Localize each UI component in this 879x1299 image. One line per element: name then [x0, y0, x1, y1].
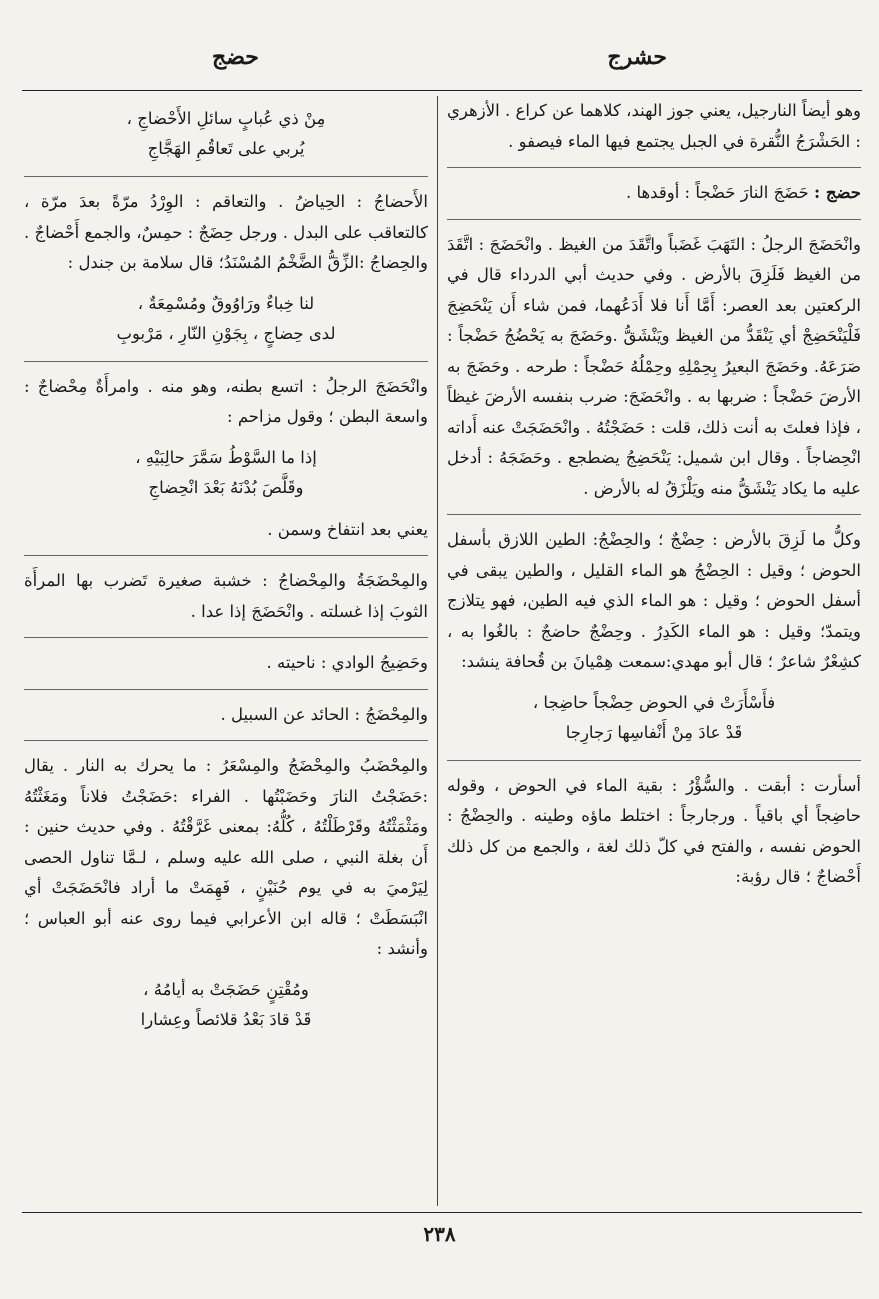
verse-block	[24, 289, 428, 349]
right-column	[447, 96, 861, 1206]
entry-paragraph: أسأرت : أبقت . والسُّؤْرُ : بقية الماء في الحوض ، وقوله حاضِجاً أي باقياً . ورجارجاً : اختلط ماؤه وطينه . والحِضْجُ : الحوض نفسه ، والفتح في كلّ ذلك لغة ، والجمع من كل ذلك أَحْضاجٌ ؛ قال رؤبة:	[447, 775, 861, 886]
running-head-right: حشرج	[607, 44, 667, 70]
entry-separator	[24, 637, 428, 638]
verse-line: إذا ما السَّوْطُ سَمَّرَ حالِبَيْهِ ،	[135, 447, 317, 467]
entry-separator	[24, 361, 428, 362]
entry-separator	[24, 176, 428, 177]
verse-line: ومُقْتِنٍ حَضَجَتْ به أيامُهُ ،	[143, 979, 309, 999]
entry-separator	[447, 514, 861, 515]
entry-paragraph: والمِحْضَبُ والمِحْضَجُ والمِسْعَرُ : ما يحرك به النار . يقال :حَضَجْتُ النارَ وحَضَبْتُها . الفراء :حَضَجْتُ فلاناً ومَغَثْتُهُ ومَثْمَثْتُهُ وقَرْطَلْتُهُ ، كُلُّهُ: بمعنى غَرَّقْتُهُ . وفي حديث حنين : أَن بغلة النبي ، صلى الله عليه وسلم ، لـمَّا تناول الحصى لِيَرْميَ به في يوم حُنَيْنٍ ، فَهِمَتْ ما أراد فانْحَضَجَتْ أي انْبَسَطَتْ ؛ قاله ابن الأعرابي فيما روى عنه أبو العباس ؛ وأنشد :	[24, 756, 428, 958]
entry-paragraph: وانْحَضَجَ الرجلُ : التَهَبَ غَضَباً واتَّقَدَ من الغيظ . وانْحَضَجَ : اتَّقَدَ من الغيظ فَلَزِقَ بالأرض . وفي حديث أبي الدرداء قال في الركعتين بعد العصر: أَمَّا أَنا فلا أَدَعُهما، فمن شاء أَن يَنْحَضِجَ فَلْيَنْحَضِجْ أي يَنْقَدُّ من الغيظ ويَنْشَقُّ .وحَضَجَ به يَحْضُجُ حَضْجاً : صَرَعَهُ. وحَضَجَ البعيرُ بِحِمْلِهِ وحِمْلُهُ حَضْجاً : طرحه . وحَضَجَ به الأرضَ حَضْجاً : ضربها به . وانْحَضَجَ: ضرب بنفسه الأرضَ غيظاً ، فإذا فعلتَ به أنت ذلك، قلت : حَضَجْتُهُ . وانْحَضَجَتْ عنه أَداته انْحِضاجاً . وقال ابن شميل: يَنْحَضِجُ يضطجع . وحَضَجَهُ : أدخل عليه ما يكاد يَنْشَقُّ منه ويَلْزَقُ له بالأرض .	[447, 234, 861, 498]
verse-block	[24, 104, 428, 164]
entry-paragraph: يعني بعد انتفاخ وسمن .	[267, 519, 428, 539]
entry-separator	[24, 555, 428, 556]
verse-line: قَدْ عادَ مِنْ أَنْفاسِها رَجارِجا	[565, 722, 743, 742]
verse-line: لدى حِضاجٍ ، بِجَوْنِ النّارِ ، مَرْبوبِ	[116, 323, 336, 343]
entry-paragraph: والمِحْضَجُ : الحائد عن السبيل .	[220, 704, 428, 724]
entry-paragraph: وانْحَضَجَ الرجلُ : اتسع بطنه، وهو منه . وامرأَةٌ مِحْضاجٌ : واسعة البطن ؛ وقول مزاحم :	[24, 376, 428, 426]
verse-line: مِنْ ذي عُبابٍ سائلِ الأَحْضاجِ ،	[126, 109, 326, 128]
entry-text: حَضَجَ النارَ حَضْجاً : أوقدها .	[625, 183, 809, 202]
verse-block	[24, 975, 428, 1035]
entry-separator	[447, 760, 861, 761]
page-number: ٢٣٨	[423, 1222, 456, 1246]
entry-paragraph: الأَحضاجُ : الحِياضُ . والتعاقم : الوِرْدُ مرّةً بعدَ مرّة ، كالتعاقب على البدل . ورجل حِضَجٌ : حمِسٌ، والجمع أَحْضاجٌ . والحِضاجُ :الزِّقُّ الضَّخْمُ المُسْنَدُ؛ قال سلامة بن جندل :	[24, 192, 428, 272]
entry-paragraph: وكلُّ ما لَزِقَ بالأرض : حِضْجٌ ؛ والحِضْجُ: الطين اللازق بأسفل الحوض ؛ وقيل : الحِضْجُ هو الماء القليل ، والطين يبقى في أسفل الحوض ؛ وقيل : هو الماء الذي فيه الطين، فهو يتلازج ويتمدّ؛ وقيل : هو الماء الكَدِرُ . وحِضْجٌ حاضجٌ : بالغُوا به ، كشِعْرٌ شاعرٌ ؛ قال أبو مهدي:سمعت هِمْيانَ بن قُحافة ينشد:	[447, 530, 861, 671]
verse-block	[447, 688, 861, 748]
bottom-rule	[22, 1212, 862, 1213]
entry-separator	[447, 219, 861, 220]
left-column	[24, 96, 428, 1206]
entry-separator	[24, 689, 428, 690]
entry-headword: حضج :	[814, 183, 861, 202]
entry-paragraph: والمِحْضَجَةُ والمِحْضاجُ : خشبة صغيرة تَضرب بها المرأَة الثوبَ إذا غسلته . وانْحَضَجَ إذا عدا .	[24, 571, 428, 621]
verse-line: قَدْ قادَ بَعْدُ قلائصاً وعِشارا	[140, 1009, 312, 1029]
entry-separator	[447, 167, 861, 168]
top-rule	[22, 90, 862, 91]
entry-paragraph	[447, 178, 861, 209]
running-head-left: حضج	[212, 44, 259, 70]
verse-line: فأَسْأَرَتْ في الحوض حِضْجاً حاضِجا ،	[532, 692, 776, 712]
entry-paragraph: وحَضِيجُ الوادي : ناحيته .	[266, 653, 428, 672]
verse-line: لنا خِباءٌ ورَاوُوقٌ ومُسْمِعَةٌ ،	[137, 293, 315, 313]
column-divider	[437, 96, 438, 1206]
verse-line: وقَلَّصَ بُدْنَهُ بَعْدَ انْحِضاجِ	[148, 477, 304, 497]
verse-block	[24, 443, 428, 503]
verse-line: يُربي على تَعاقُمِ الهَجَّاجِ	[147, 139, 305, 158]
entry-separator	[24, 740, 428, 741]
entry-paragraph: وهو أيضاً النارجيل، يعني جوز الهند، كلاهما عن كراع . الأزهري : الحَشْرَجُ النُّقرة في الجبل يجتمع فيها الماء فيصفو .	[447, 101, 861, 151]
